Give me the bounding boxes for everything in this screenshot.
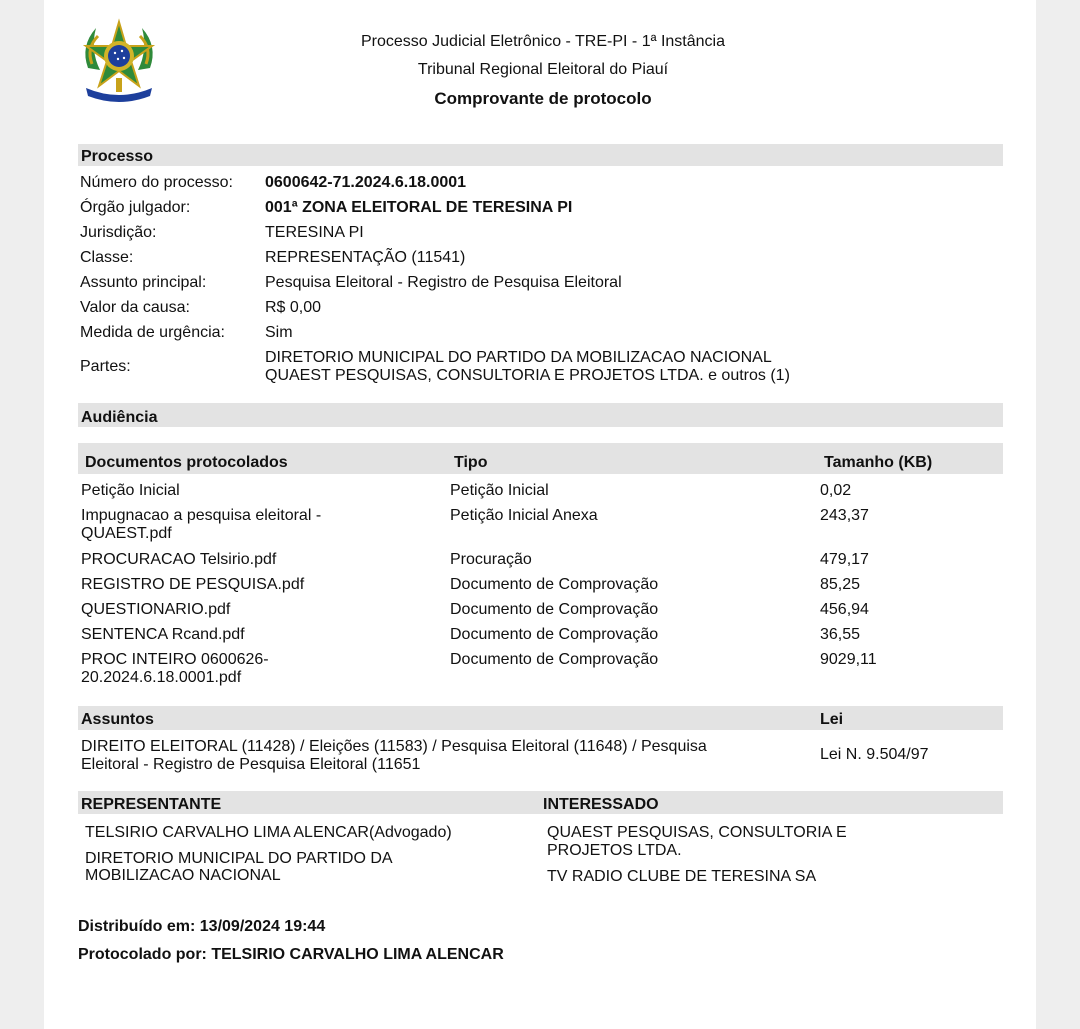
interessado-item: QUAEST PESQUISAS, CONSULTORIA E (547, 824, 847, 841)
doc-name: QUESTIONARIO.pdf (81, 601, 231, 618)
assuntos-text-2: Eleitoral - Registro de Pesquisa Eleitoral (11651 (81, 756, 421, 773)
audiencia-section-title: Audiência (81, 409, 158, 426)
doc-type: Documento de Comprovação (450, 601, 659, 618)
doc-size: 85,25 (820, 576, 861, 593)
doc-name-cont: QUAEST.pdf (81, 525, 172, 542)
field-value-numero: 0600642-71.2024.6.18.0001 (265, 174, 467, 191)
header-line-1: Processo Judicial Eletrônico - TRE-PI - 1ª Instância (361, 33, 725, 50)
doc-name: Impugnacao a pesquisa eleitoral - (81, 507, 322, 524)
doc-size: 9029,11 (820, 651, 877, 668)
interessado-item: TV RADIO CLUBE DE TERESINA SA (547, 868, 817, 885)
doc-type: Documento de Comprovação (450, 651, 659, 668)
protocol-receipt-page (44, 0, 1036, 1029)
col-header-tipo: Tipo (454, 454, 488, 471)
interessado-item-cont: PROJETOS LTDA. (547, 842, 682, 859)
interessado-title: INTERESSADO (543, 796, 659, 813)
doc-size: 0,02 (820, 482, 852, 499)
doc-type: Petição Inicial Anexa (450, 507, 598, 524)
field-label-jurisdicao: Jurisdição: (80, 224, 157, 241)
protocolado-por: Protocolado por: TELSIRIO CARVALHO LIMA ALENCAR (78, 946, 504, 963)
doc-size: 479,17 (820, 551, 869, 568)
field-value-partes-2: QUAEST PESQUISAS, CONSULTORIA E PROJETOS LTDA. e outros (1) (265, 367, 790, 384)
field-label-partes: Partes: (80, 358, 131, 375)
doc-size: 36,55 (820, 626, 861, 643)
lei-title: Lei (820, 711, 844, 728)
doc-name: REGISTRO DE PESQUISA.pdf (81, 576, 305, 593)
page-title: Comprovante de protocolo (434, 89, 652, 108)
doc-type: Documento de Comprovação (450, 626, 659, 643)
field-label-valor: Valor da causa: (80, 299, 190, 316)
col-header-documentos: Documentos protocolados (85, 454, 288, 471)
field-label-classe: Classe: (80, 249, 134, 266)
doc-size: 456,94 (820, 601, 869, 618)
representante-item-cont: MOBILIZACAO NACIONAL (85, 867, 281, 884)
field-label-urgencia: Medida de urgência: (80, 324, 225, 341)
field-value-jurisdicao: TERESINA PI (265, 224, 364, 241)
lei-value: Lei N. 9.504/97 (820, 746, 929, 763)
processo-section-bar (78, 144, 1003, 166)
representante-item: TELSIRIO CARVALHO LIMA ALENCAR(Advogado) (85, 824, 452, 841)
field-value-urgencia: Sim (265, 324, 293, 341)
assuntos-text-1: DIREITO ELEITORAL (11428) / Eleições (11583) / Pesquisa Eleitoral (11648) / Pesquisa (81, 738, 707, 755)
field-value-classe: REPRESENTAÇÃO (11541) (265, 249, 466, 266)
distribuido-em: Distribuído em: 13/09/2024 19:44 (78, 918, 326, 935)
doc-name: SENTENCA Rcand.pdf (81, 626, 245, 643)
representante-item: DIRETORIO MUNICIPAL DO PARTIDO DA (85, 850, 393, 867)
doc-name: Petição Inicial (81, 482, 180, 499)
doc-name: PROC INTEIRO 0600626- (81, 651, 269, 668)
field-value-orgao: 001ª ZONA ELEITORAL DE TERESINA PI (265, 199, 573, 216)
col-header-tamanho: Tamanho (KB) (824, 454, 933, 471)
doc-type: Documento de Comprovação (450, 576, 659, 593)
assuntos-title: Assuntos (81, 711, 154, 728)
field-label-orgao: Órgão julgador: (80, 199, 191, 216)
doc-size: 243,37 (820, 507, 869, 524)
assuntos-header-bar (78, 706, 1003, 730)
doc-type: Procuração (450, 551, 532, 568)
field-value-assunto: Pesquisa Eleitoral - Registro de Pesquisa Eleitoral (265, 274, 622, 291)
doc-name: PROCURACAO Telsirio.pdf (81, 551, 277, 568)
processo-section-title: Processo (81, 148, 154, 165)
audiencia-section-bar (78, 403, 1003, 427)
header-line-2: Tribunal Regional Eleitoral do Piauí (417, 61, 669, 78)
field-label-numero: Número do processo: (80, 174, 233, 191)
doc-name-cont: 20.2024.6.18.0001.pdf (81, 669, 242, 686)
doc-type: Petição Inicial (450, 482, 549, 499)
representante-title: REPRESENTANTE (81, 796, 222, 813)
field-value-partes-1: DIRETORIO MUNICIPAL DO PARTIDO DA MOBILIZACAO NACIONAL (265, 349, 772, 366)
field-label-assunto: Assunto principal: (80, 274, 207, 291)
field-value-valor: R$ 0,00 (265, 299, 322, 316)
